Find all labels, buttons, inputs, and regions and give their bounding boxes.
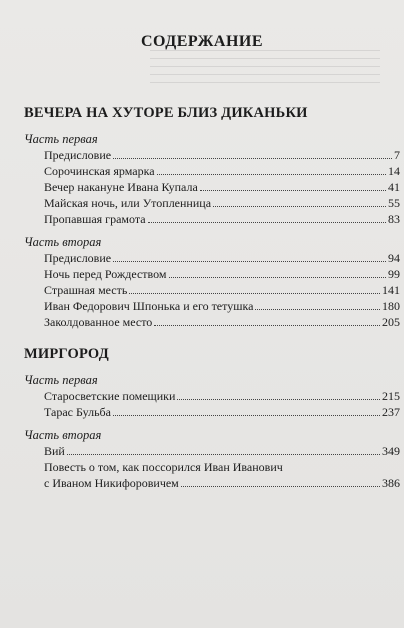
toc-entry-page: 205 <box>382 315 400 329</box>
part-label-second: Часть вторая <box>24 235 102 249</box>
toc-entry-title: Вечер накануне Ивана Купала <box>44 180 198 194</box>
toc-entry-title: Предисловие <box>44 251 112 265</box>
toc-entry-page: 14 <box>388 164 400 178</box>
toc-entry[interactable] <box>44 163 400 179</box>
toc-entry-page: 180 <box>382 299 400 313</box>
toc-entry-title: Ночь перед Рождеством <box>44 267 167 281</box>
toc-entry-title: Майская ночь, или Утопленница <box>44 196 212 210</box>
toc-entry-title: Старосветские помещики <box>44 389 176 403</box>
toc-entry-page: 83 <box>388 212 400 226</box>
dot-leader <box>213 195 386 207</box>
toc-entry[interactable] <box>44 282 400 298</box>
dot-leader <box>169 266 386 278</box>
book-title-evenings: ВЕЧЕРА НА ХУТОРЕ БЛИЗ ДИКАНЬКИ <box>24 105 308 121</box>
dot-leader <box>255 298 380 310</box>
toc-entry[interactable] <box>44 388 400 404</box>
toc-entry-page: 237 <box>382 405 400 419</box>
toc-entry-title-line1[interactable]: Повесть о том, как поссорился Иван Иванович <box>44 460 283 474</box>
toc-entry[interactable] <box>44 443 400 459</box>
dot-leader <box>113 404 380 416</box>
toc-entry-title: Страшная месть <box>44 283 128 297</box>
toc-entry[interactable] <box>44 211 400 227</box>
dot-leader <box>154 314 380 326</box>
dot-leader <box>157 163 386 175</box>
page-title: СОДЕРЖАНИЕ <box>140 33 264 50</box>
toc-entry[interactable] <box>44 298 400 314</box>
toc-entry-title-line2: с Иваном Никифоровичем <box>44 476 179 490</box>
dot-leader <box>129 282 380 294</box>
toc-entry[interactable] <box>44 147 400 163</box>
toc-entry-page: 55 <box>388 196 400 210</box>
toc-entry-title: Заколдованное место <box>44 315 153 329</box>
toc-entry-title: Предисловие <box>44 148 112 162</box>
dot-leader <box>177 388 380 400</box>
dot-leader <box>67 443 380 455</box>
toc-entry[interactable] <box>44 475 400 491</box>
dot-leader <box>113 250 386 262</box>
toc-entry-title: Тарас Бульба <box>44 405 111 419</box>
toc-entry-page: 386 <box>382 476 400 490</box>
toc-entry-title: Пропавшая грамота <box>44 212 146 226</box>
toc-entry[interactable] <box>44 266 400 282</box>
toc-entry[interactable] <box>44 250 400 266</box>
bleed-through-text <box>150 50 380 84</box>
toc-entry-page: 94 <box>388 251 400 265</box>
toc-entry[interactable] <box>44 404 400 420</box>
toc-entry-page: 215 <box>382 389 400 403</box>
dot-leader <box>148 211 386 223</box>
toc-entry[interactable] <box>44 179 400 195</box>
part-label-first: Часть первая <box>24 132 98 146</box>
dot-leader <box>181 475 380 487</box>
toc-entry[interactable] <box>44 314 400 330</box>
toc-entry-page: 7 <box>394 148 400 162</box>
dot-leader <box>200 179 386 191</box>
toc-entry-page: 141 <box>382 283 400 297</box>
part-label-first: Часть первая <box>24 373 98 387</box>
book-title-mirgorod: МИРГОРОД <box>24 346 109 362</box>
toc-entry-page: 99 <box>388 267 400 281</box>
toc-entry[interactable] <box>44 195 400 211</box>
toc-entry-title: Иван Федорович Шпонька и его тетушка <box>44 299 254 313</box>
toc-entry-page: 349 <box>382 444 400 458</box>
dot-leader <box>113 147 392 159</box>
part-label-second: Часть вторая <box>24 428 102 442</box>
toc-entry-title: Сорочинская ярмарка <box>44 164 155 178</box>
toc-entry-title: Вий <box>44 444 65 458</box>
toc-entry-page: 41 <box>388 180 400 194</box>
